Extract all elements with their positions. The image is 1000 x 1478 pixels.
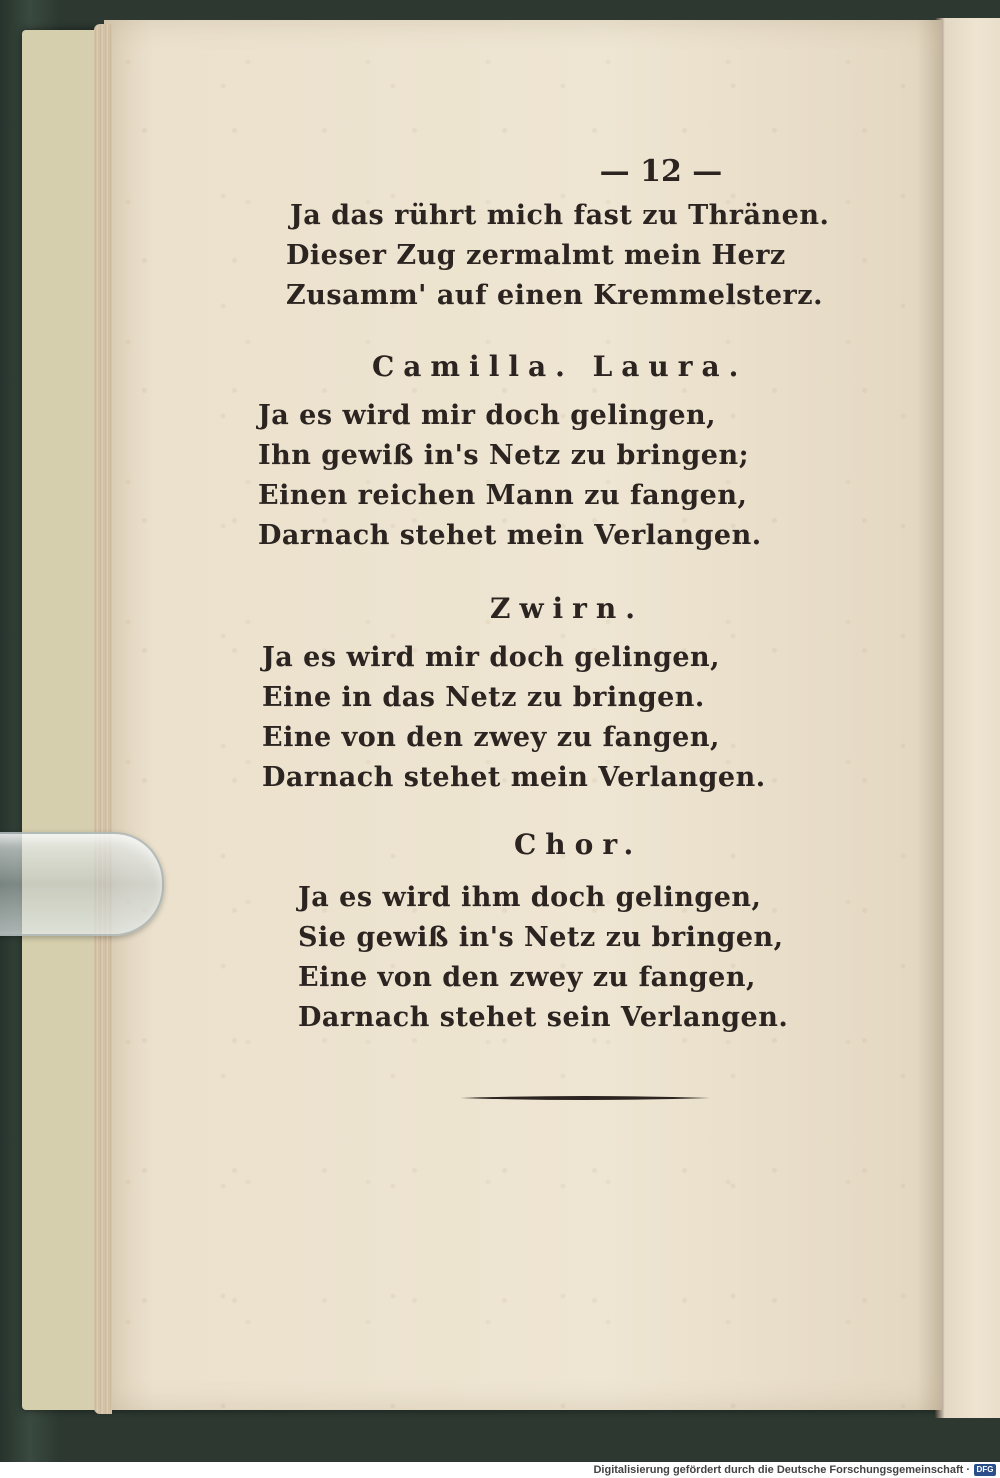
speaker-label: Zwirn. bbox=[490, 592, 645, 625]
stanza-2 bbox=[258, 396, 762, 556]
verse-line: Sie gewiß in's Netz zu bringen, bbox=[298, 922, 784, 953]
funding-credit: Digitalisierung gefördert durch die Deutsche Forschungsgemeinschaft · bbox=[593, 1464, 970, 1476]
speaker-label: Camilla. Laura. bbox=[372, 350, 748, 383]
verse-line: Eine von den zwey zu fangen, bbox=[262, 722, 720, 753]
verse-line: Ja es wird mir doch gelingen, bbox=[258, 400, 717, 431]
book-page bbox=[104, 20, 942, 1410]
verse-line: Ihn gewiß in's Netz zu bringen; bbox=[258, 440, 750, 471]
stanza-1 bbox=[286, 196, 829, 316]
stanza-3 bbox=[262, 638, 766, 798]
verse-line: Einen reichen Mann zu fangen, bbox=[258, 480, 748, 511]
speaker-label: Chor. bbox=[514, 828, 643, 861]
verse-line: Ja das rührt mich fast zu Thränen. bbox=[290, 200, 830, 231]
page-block-edges bbox=[94, 24, 112, 1414]
verse-line: Eine von den zwey zu fangen, bbox=[298, 962, 756, 993]
facing-page-edge bbox=[935, 18, 1000, 1418]
stanza-4 bbox=[298, 878, 788, 1038]
verse-line: Zusamm' auf einen Kremmelsterz. bbox=[286, 280, 824, 311]
plastic-page-clip bbox=[0, 832, 164, 936]
verse-line: Eine in das Netz zu bringen. bbox=[262, 682, 705, 713]
verse-line: Dieser Zug zermalmt mein Herz bbox=[286, 240, 786, 271]
verse-line: Ja es wird mir doch gelingen, bbox=[262, 642, 721, 673]
verse-line: Ja es wird ihm doch gelingen, bbox=[298, 882, 762, 913]
page-number: — 12 — bbox=[599, 154, 723, 189]
verse-line: Darnach stehet mein Verlangen. bbox=[262, 762, 766, 793]
verse-line: Darnach stehet sein Verlangen. bbox=[298, 1002, 789, 1033]
verse-line: Darnach stehet mein Verlangen. bbox=[258, 520, 762, 551]
dfg-logo: DFG bbox=[974, 1464, 996, 1476]
ornamental-rule bbox=[460, 1094, 710, 1102]
